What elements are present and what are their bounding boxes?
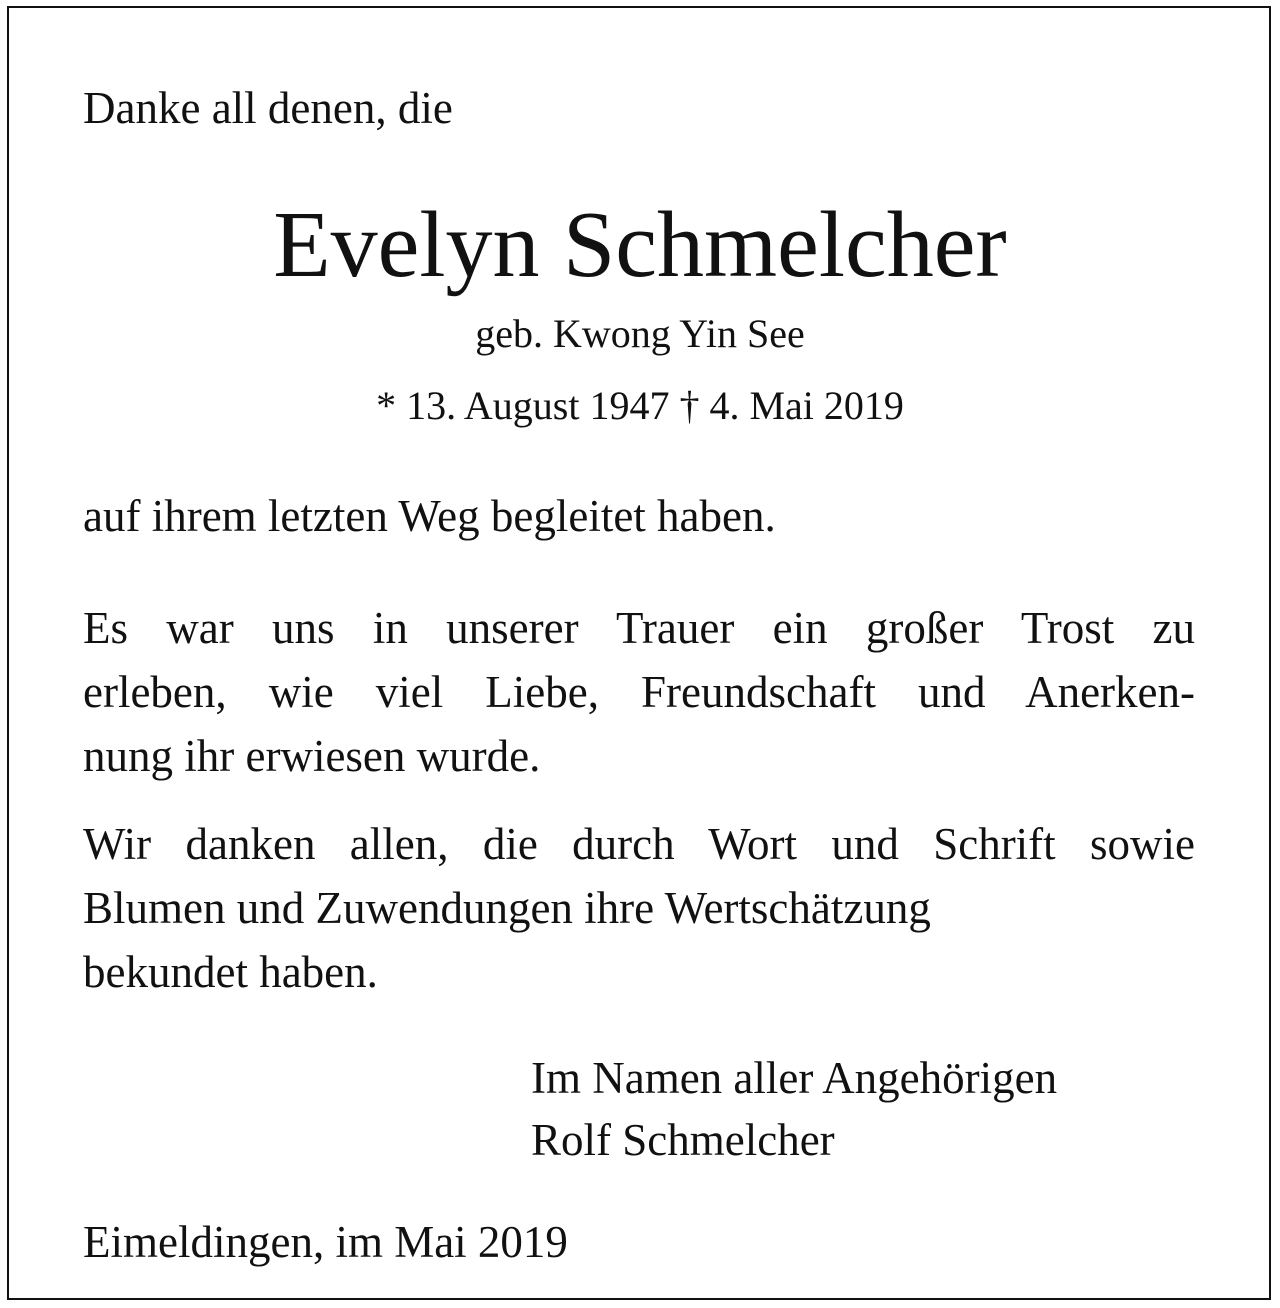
paragraph-line: bekundet haben. xyxy=(83,947,378,997)
deceased-name: Evelyn Schmelcher xyxy=(273,193,1007,297)
place-date: Eimeldingen, im Mai 2019 xyxy=(83,1217,568,1267)
paragraph-line: Es war uns in unserer Trauer ein großer Trost zu xyxy=(83,603,1195,653)
intro-text: Danke all denen, die xyxy=(83,83,453,133)
thanks-paragraph-1 xyxy=(83,596,1195,788)
paragraph-line: erleben, wie viel Liebe, Freundschaft und Anerken- xyxy=(83,667,1195,717)
signature-name: Rolf Schmelcher xyxy=(531,1115,835,1165)
maiden-name: geb. Kwong Yin See xyxy=(475,311,805,356)
life-dates: * 13. August 1947 † 4. Mai 2019 xyxy=(376,383,904,428)
paragraph-line: Wir danken allen, die durch Wort und Schrift sowie xyxy=(83,819,1195,869)
intro-continuation: auf ihrem letzten Weg begleitet haben. xyxy=(83,491,776,541)
signature-line-1: Im Namen aller Angehörigen xyxy=(531,1053,1058,1103)
paragraph-line: Blumen und Zuwendungen ihre Wertschätzung xyxy=(83,883,931,933)
paragraph-line: nung ihr erwiesen wurde. xyxy=(83,731,541,781)
thanks-paragraph-2 xyxy=(83,812,1195,1004)
